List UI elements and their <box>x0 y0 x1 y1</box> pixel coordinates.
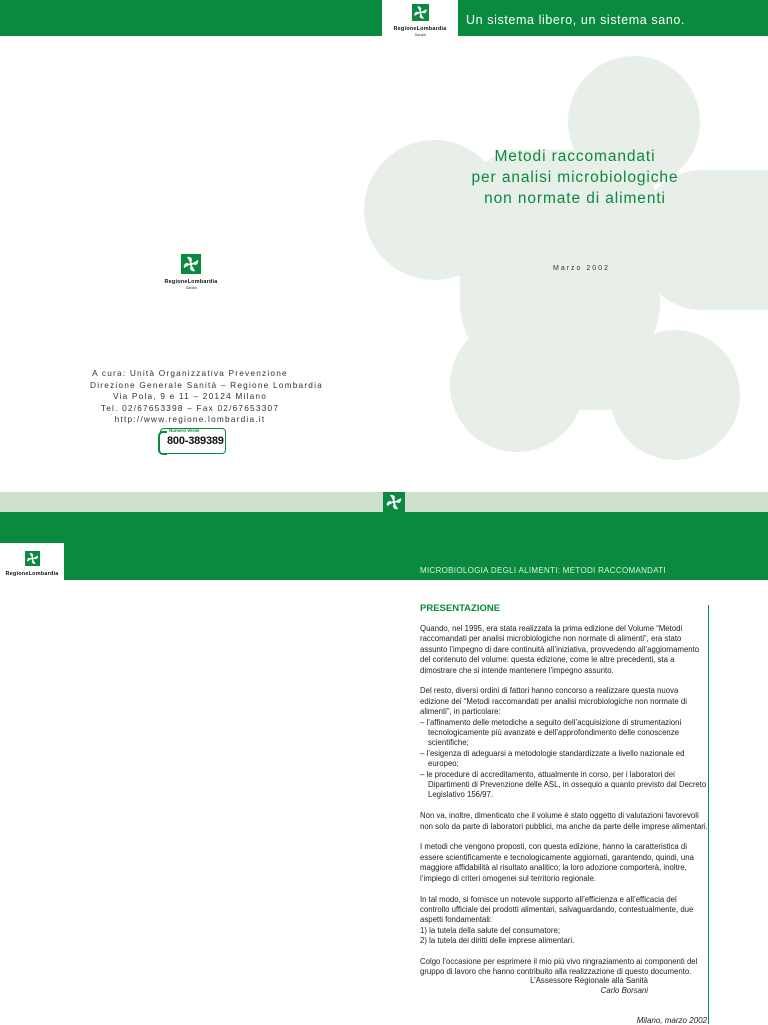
cover-title-line: per analisi microbiologiche <box>471 169 679 186</box>
slogan: Un sistema libero, un sistema sano. <box>466 13 686 27</box>
address-line: Via Pola, 9 e 11 – 20124 Milano <box>112 391 268 402</box>
paragraph-list <box>420 686 708 800</box>
paragraph: Non va, inoltre, dimenticato che il volume è stato oggetto di valutazioni favorevoli non solo da parte di laboratori pubblici, ma anche da parte delle imprese alimentari. <box>420 811 708 831</box>
paragraph: I metodi che vengono proposti, con questa edizione, hanno la caratteristica di essere scientificamente e tecnologicamente aggiornati, garantendo, quindi, una maggiore affidabilità al risultato analitico; la loro adozione comporterà, inoltre, l’impiego di criteri omogenei sul territorio regionale. <box>420 842 694 883</box>
cover-title <box>430 146 720 209</box>
place-date: Milano, marzo 2002 <box>636 1016 707 1025</box>
band-caption: MICROBIOLOGIA DEGLI ALIMENTI: METODI RACCOMANDATI <box>420 566 666 575</box>
address-block <box>90 368 323 426</box>
website-link[interactable]: http://www.regione.lombardia.it <box>114 414 266 425</box>
signature-name: Carlo Borsani <box>600 986 648 996</box>
cover-logo <box>156 254 226 290</box>
cover-date: Marzo 2002 <box>553 265 610 272</box>
paragraph: Colgo l’occasione per esprimere il mio più vivo ringraziamento ai componenti del gruppo di lavoro che hanno contribuito alla realizzazione di questo documento. <box>420 956 698 977</box>
toll-free-number: 800-389389 <box>167 435 224 447</box>
paragraph-intro: Del resto, diversi ordini di fattori hanno concorso a realizzare questa nuova edizione dei “Metodi raccomandati per analisi microbiologiche non normate di alimenti”, in particolare: <box>420 686 687 717</box>
paragraph-list <box>420 895 708 947</box>
signature <box>420 976 648 996</box>
header-logo-brand: RegioneLombardia <box>393 26 447 32</box>
cover-title-line: Metodi raccomandati <box>494 148 656 165</box>
paragraph: Quando, nel 1995, era stata realizzata la prima edizione del Volume “Metodi raccomandati per analisi microbiologiche non normate di alimenti”, era stato assunto l’impegno di dare continuità all’iniziativa, provvedendo all’aggiornamento del contenuto del volume: questa edizione, come le altre precedenti, sta a dimostrare che si intende mantenere l’impegno assunto. <box>420 624 700 675</box>
paragraph-intro: In tal modo, si fornisce un notevole supporto all’efficienza e all’efficacia del controllo ufficiale dei prodotti alimentari, salvaguardando, contestualmente, due aspetti fondamentali: <box>420 894 694 925</box>
band-logo <box>0 543 64 580</box>
phone-handset-icon <box>158 431 167 455</box>
vertical-rule <box>708 605 709 1024</box>
toll-free-label: Numero Verde <box>169 428 200 433</box>
cover-logo-sub: Sanità <box>185 285 197 290</box>
header-logo <box>382 0 458 38</box>
address-line: A cura: Unità Organizzativa Prevenzione <box>92 368 288 378</box>
band-logo-brand: RegioneLombardia <box>5 571 59 577</box>
address-line: Direzione Generale Sanità – Regione Lombardia <box>90 379 323 390</box>
fold-logo-icon <box>383 492 405 512</box>
signature-role: L’Assessore Regionale alla Sanità <box>530 976 648 985</box>
list-item: – l’esigenza di adeguarsi a metodologie standardizzate a livello nazionale ed europeo; <box>420 748 685 769</box>
list-item: – l’affinamento delle metodiche a seguito dell’acquisizione di strumentazioni tecnologicamente più avanzate e dell’approfondimento delle conoscenze scientifiche; <box>420 717 682 748</box>
header-logo-sub: Sanità <box>414 32 426 37</box>
regione-lombardia-logo-icon <box>181 254 201 274</box>
regione-lombardia-logo-icon <box>25 551 40 566</box>
cover-title-line: non normate di alimenti <box>484 190 666 207</box>
presentation-body <box>420 624 708 988</box>
address-line: Tel. 02/67653398 – Fax 02/67653307 <box>100 402 280 413</box>
list-item: 1) la tutela della salute del consumatore; <box>420 925 560 935</box>
list-item: 2) la tutela dei diritti delle imprese alimentari. <box>420 936 575 946</box>
section-heading: PRESENTAZIONE <box>420 603 501 614</box>
list-item: – le procedure di accreditamento, attualmente in corso, per i laboratori dei Dipartimenti di Prevenzione delle ASL, in ossequio a quanto previsto dal Decreto Legislativo 156/97. <box>420 769 707 800</box>
cover-logo-brand: RegioneLombardia <box>164 279 218 285</box>
regione-lombardia-logo-icon <box>412 4 429 21</box>
